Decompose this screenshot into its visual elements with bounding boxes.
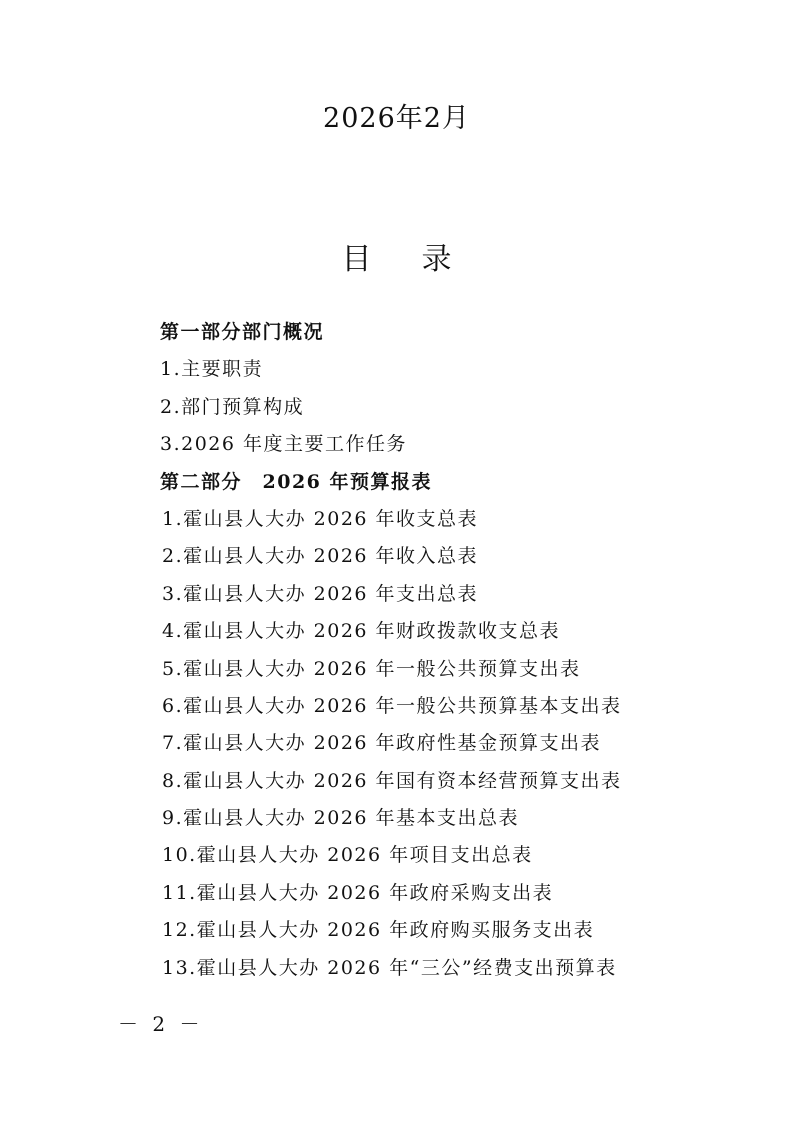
toc-item: 4.霍山县人大办 2026 年财政拨款收支总表 bbox=[162, 620, 561, 643]
toc-item: 7.霍山县人大办 2026 年政府性基金预算支出表 bbox=[162, 732, 602, 755]
toc-item: 13.霍山县人大办 2026 年“三公”经费支出预算表 bbox=[162, 956, 617, 979]
toc-item: 6.霍山县人大办 2026 年一般公共预算基本支出表 bbox=[162, 694, 622, 717]
toc-item: 9.霍山县人大办 2026 年基本支出总表 bbox=[162, 807, 520, 830]
toc-item: 8.霍山县人大办 2026 年国有资本经营预算支出表 bbox=[162, 769, 622, 792]
toc-item: 2.部门预算构成 bbox=[160, 395, 305, 418]
toc-item: 3.2026 年度主要工作任务 bbox=[160, 433, 408, 456]
toc-section-part2: 第二部分 2026 年预算报表 bbox=[160, 470, 432, 493]
toc-item: 10.霍山县人大办 2026 年项目支出总表 bbox=[162, 844, 533, 867]
toc-title bbox=[0, 234, 793, 278]
toc-item: 12.霍山县人大办 2026 年政府购买服务支出表 bbox=[162, 919, 595, 942]
toc-item: 2.霍山县人大办 2026 年收入总表 bbox=[162, 545, 479, 568]
page-number: － 2 － bbox=[118, 1012, 204, 1036]
toc-item: 5.霍山县人大办 2026 年一般公共预算支出表 bbox=[162, 657, 581, 680]
document-date: 2026年2月 bbox=[323, 103, 470, 134]
toc-item: 3.霍山县人大办 2026 年支出总表 bbox=[162, 582, 479, 605]
toc-item: 1.主要职责 bbox=[160, 358, 264, 381]
table-of-contents bbox=[160, 314, 760, 987]
toc-item: 1.霍山县人大办 2026 年收支总表 bbox=[162, 507, 479, 530]
toc-item: 11.霍山县人大办 2026 年政府采购支出表 bbox=[162, 881, 554, 904]
toc-section-part1: 第一部分部门概况 bbox=[160, 321, 325, 343]
toc-title-char: 目 bbox=[341, 242, 372, 277]
toc-title-char: 录 bbox=[421, 242, 452, 277]
